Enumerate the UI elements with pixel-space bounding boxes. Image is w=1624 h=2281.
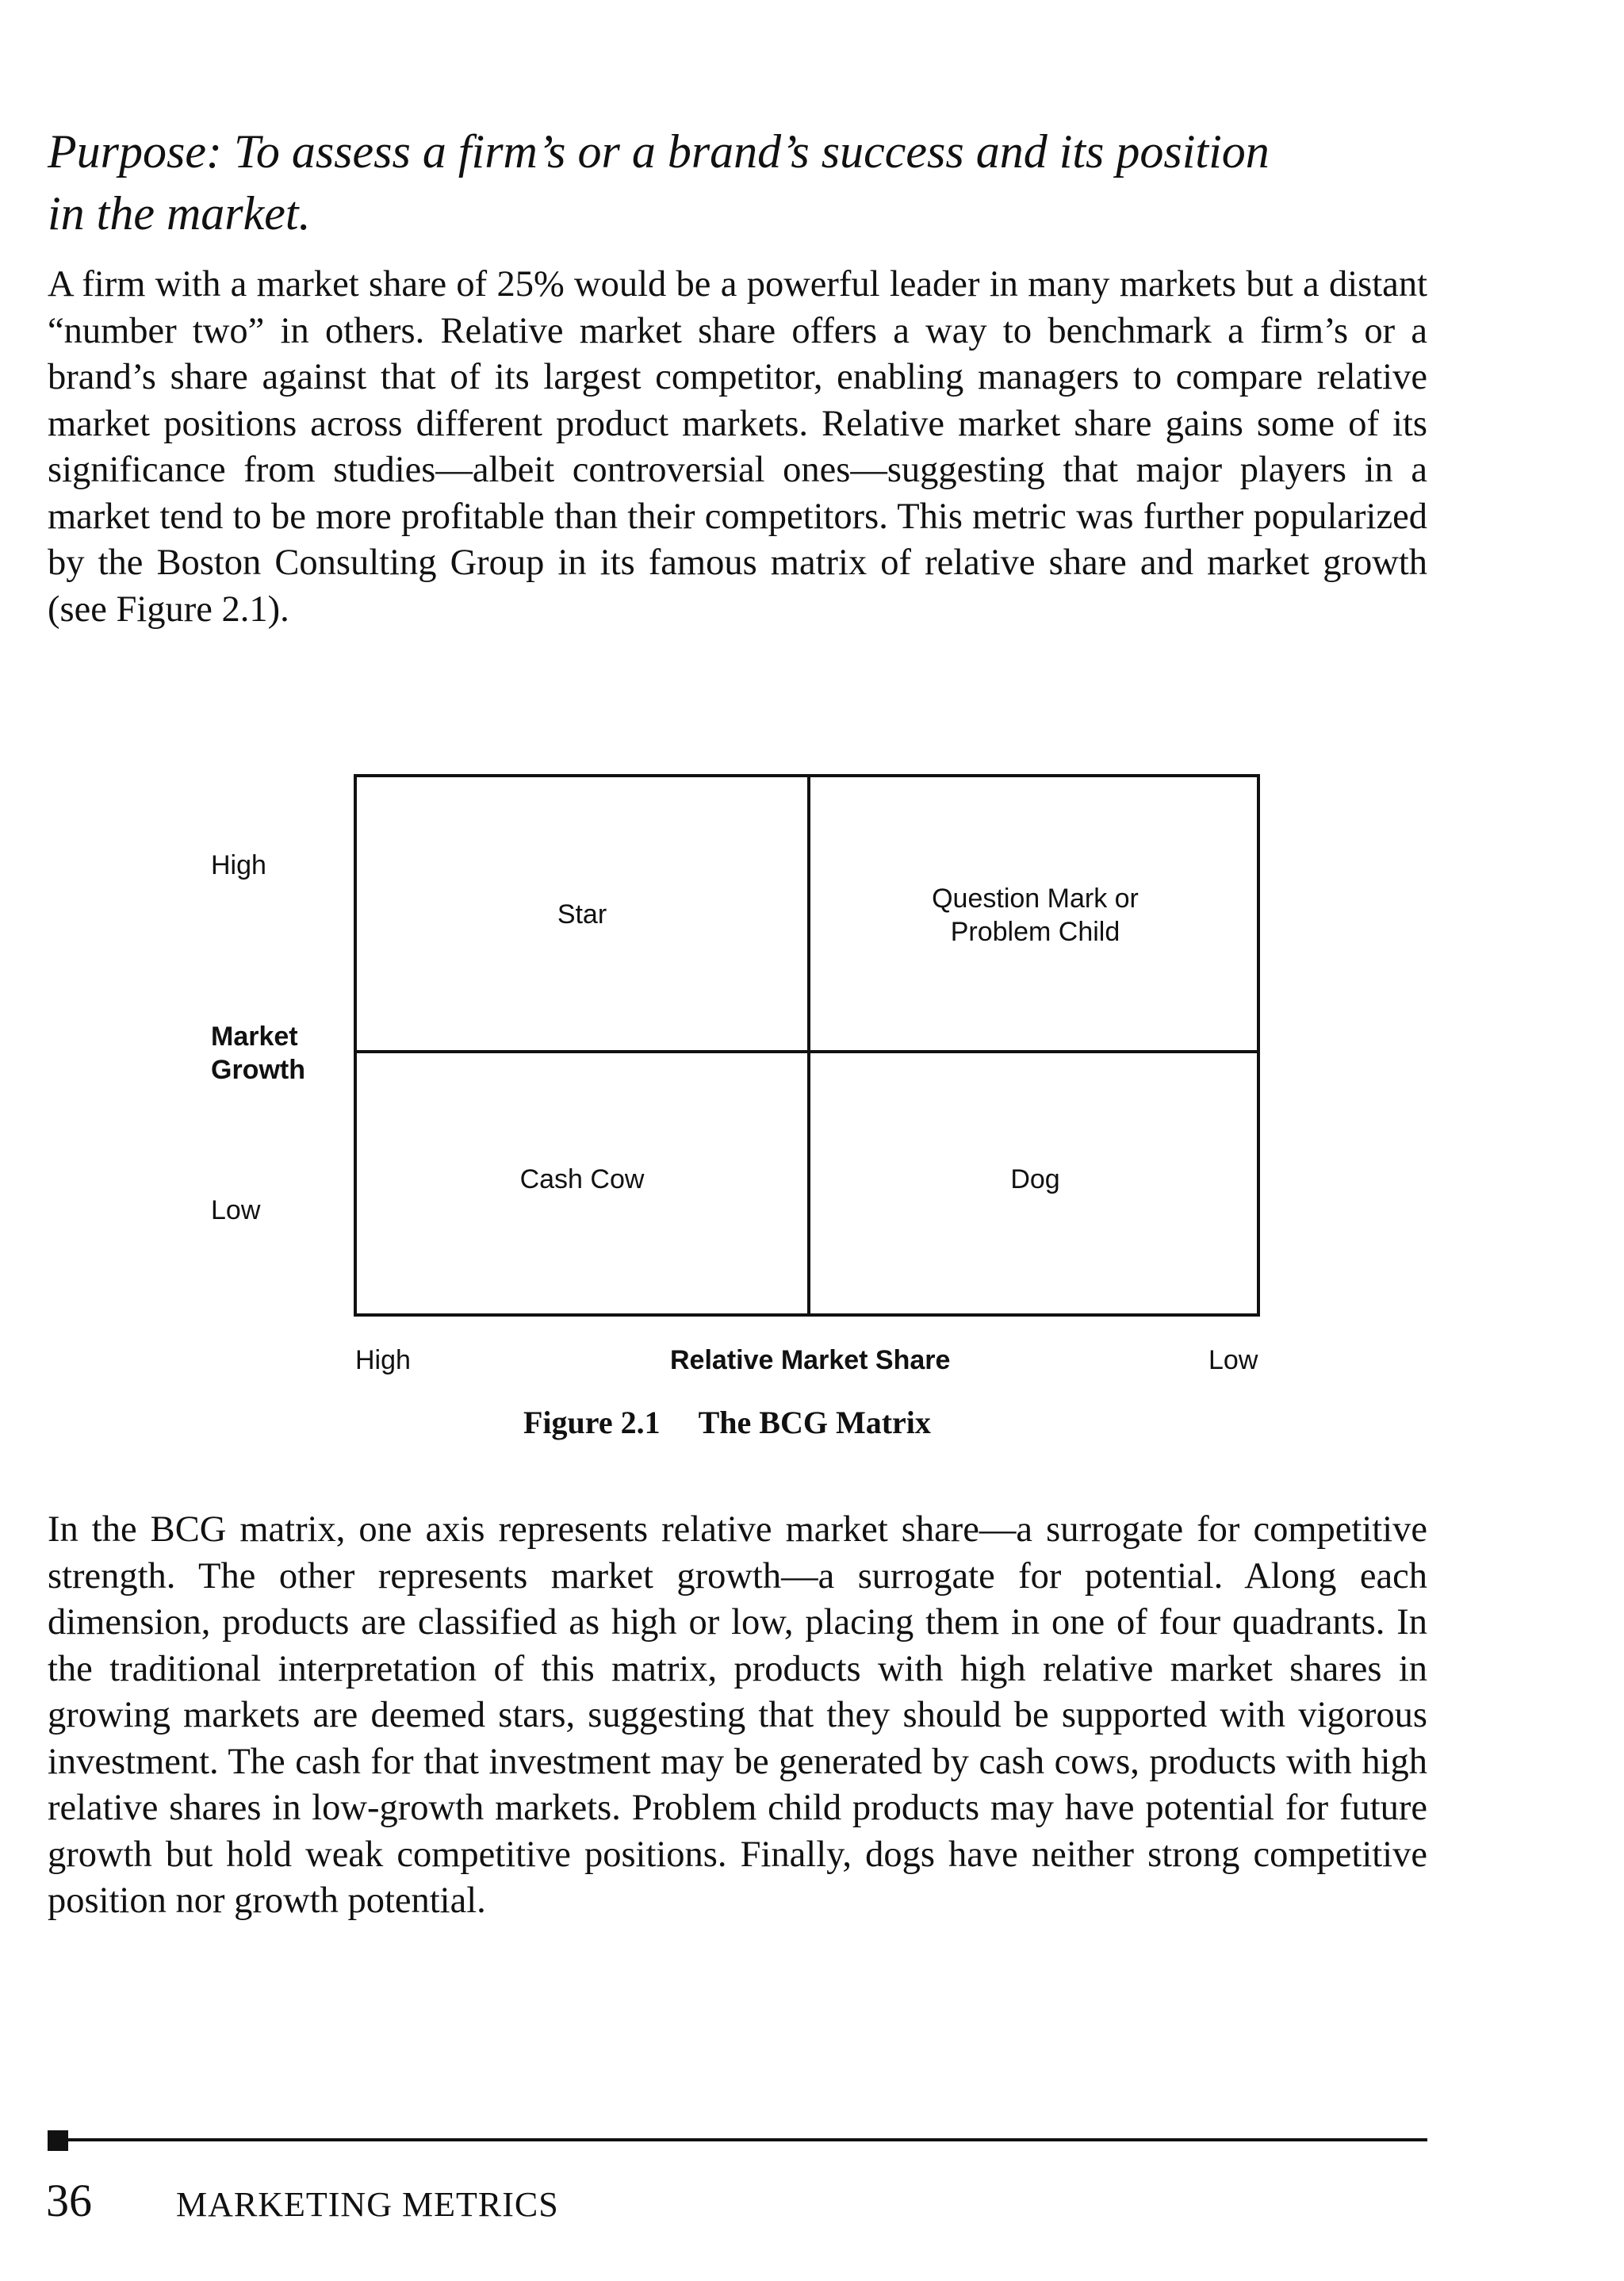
x-axis-high-label: High [355, 1345, 411, 1375]
figure-caption-title: The BCG Matrix [698, 1405, 931, 1440]
intro-paragraph: A firm with a market share of 25% would be a powerful leader in many markets but a distant “number two” in others. Relative market share offers a way to benchmark a firm’s or a brand’s share against that of its largest competitor, enabling managers to compare relative market positions across different product markets. Relative market share gains some of its significance from studies—albeit controversial ones—suggesting that major players in a market tend to be more profitable than their competitors. This metric was further popularized by the Boston Consulting Group in its famous matrix of relative share and market growth (see Figure 2.1). [48, 264, 1427, 630]
footer-rule [48, 2138, 1427, 2141]
footer-square-marker [48, 2130, 68, 2151]
y-axis-low-label: Low [211, 1195, 261, 1225]
quadrant-dog: Dog [1010, 1164, 1060, 1194]
y-axis-high-label: High [211, 850, 266, 880]
matrix-vertical-divider [807, 777, 810, 1313]
purpose-line-1: Purpose: To assess a firm’s or a brand’s success and its position [48, 125, 1270, 178]
x-axis-low-label: Low [1208, 1345, 1258, 1375]
y-axis-title [211, 1020, 305, 1087]
bcg-explanation-paragraph: In the BCG matrix, one axis represents relative market share—a surrogate for competitive strength. The other represents market growth—a surrogate for potential. Along each dimension, products are classified as high or low, placing them in one of four quadrants. In the traditional interpretation of this matrix, products with high relative market shares in growing markets are deemed stars, suggesting that they should be supported with vigorous investment. The cash for that investment may be generated by cash cows, products with high relative shares in low-growth markets. Problem child products may have potential for future growth but hold weak competitive positions. Finally, dogs have neither strong competitive position nor growth potential. [48, 1509, 1427, 1921]
quadrant-cash-cow: Cash Cow [519, 1164, 645, 1194]
page-number: 36 [46, 2175, 92, 2226]
figure-caption-number: Figure 2.1 [523, 1405, 661, 1440]
y-axis-title-line-1: Market [211, 1022, 298, 1052]
y-axis-title-line-2: Growth [211, 1055, 305, 1085]
quadrant-question-mark [810, 882, 1260, 949]
purpose-heading [48, 121, 1316, 244]
quadrant-question-mark-line-1: Question Mark or [932, 884, 1139, 914]
figure-caption [523, 1404, 931, 1441]
matrix-grid [354, 774, 1260, 1317]
quadrant-star: Star [557, 899, 607, 930]
matrix-horizontal-divider [357, 1050, 1257, 1053]
x-axis-title: Relative Market Share [670, 1345, 951, 1375]
purpose-line-2: in the market. [48, 187, 311, 240]
running-head: MARKETING METRICS [176, 2185, 559, 2224]
quadrant-question-mark-line-2: Problem Child [950, 917, 1120, 947]
